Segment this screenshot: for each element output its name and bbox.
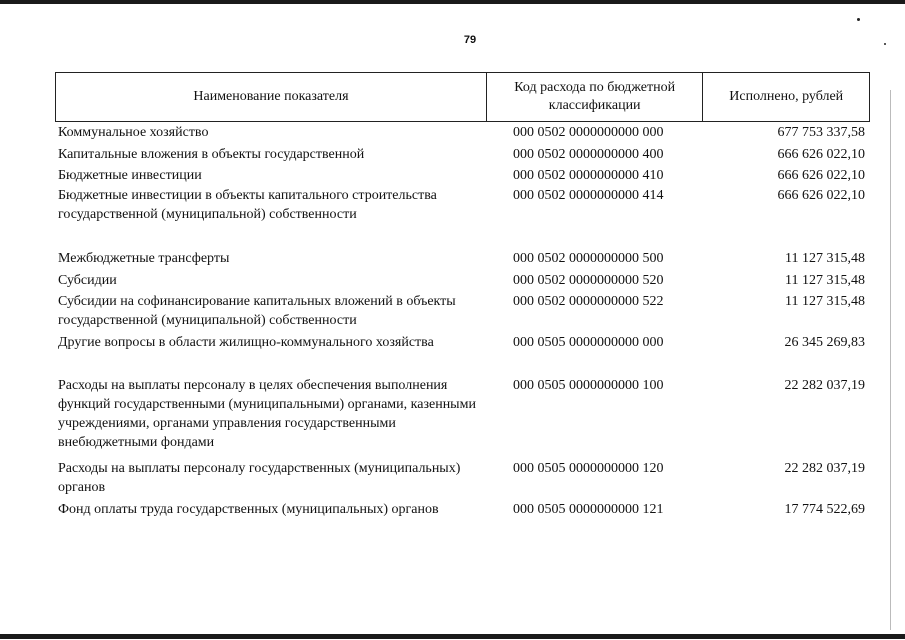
scan-speck [884, 43, 886, 45]
row-code: 000 0505 0000000000 121 [513, 502, 664, 517]
row-name: Субсидии на софинансирование капитальных вложений в объекты государственной (муниципальной) собственности [58, 294, 456, 328]
scan-border-right [890, 90, 891, 630]
table-header [55, 72, 870, 122]
header-code: Код расхода по бюджетной классификации [486, 73, 703, 121]
row-value: 22 282 037,19 [784, 378, 865, 393]
row-code: 000 0502 0000000000 410 [513, 168, 664, 183]
row-name: Бюджетные инвестиции [58, 168, 202, 183]
row-code: 000 0502 0000000000 500 [513, 251, 664, 266]
row-value: 17 774 522,69 [784, 502, 865, 517]
row-code: 000 0505 0000000000 000 [513, 335, 664, 350]
row-name: Фонд оплаты труда государственных (муниципальных) органов [58, 502, 439, 517]
row-name: Расходы на выплаты персоналу государственных (муниципальных) органов [58, 461, 461, 495]
scan-border-bottom [0, 634, 905, 639]
header-value: Исполнено, рублей [702, 73, 869, 121]
header-name: Наименование показателя [193, 89, 349, 104]
row-name: Межбюджетные трансферты [58, 251, 230, 266]
row-name: Расходы на выплаты персоналу в целях обеспечения выполнения функций государственными (муниципальными) органами, казенными учреждениями, органами управления государственными внебюджетными фондами [58, 378, 476, 450]
row-value: 677 753 337,58 [777, 125, 865, 140]
row-name: Субсидии [58, 273, 117, 288]
row-name: Коммунальное хозяйство [58, 125, 209, 140]
page-number: 79 [463, 34, 477, 46]
row-value: 666 626 022,10 [777, 147, 865, 162]
row-name: Бюджетные инвестиции в объекты капитального строительства государственной (муниципальной) собственности [58, 188, 437, 222]
scan-speck [857, 18, 860, 21]
row-name: Другие вопросы в области жилищно-коммунального хозяйства [58, 335, 434, 350]
row-code: 000 0505 0000000000 100 [513, 378, 664, 393]
row-code: 000 0505 0000000000 120 [513, 461, 664, 476]
row-value: 11 127 315,48 [785, 273, 865, 288]
row-value: 666 626 022,10 [777, 188, 865, 203]
row-value: 22 282 037,19 [784, 461, 865, 476]
row-value: 11 127 315,48 [785, 251, 865, 266]
row-code: 000 0502 0000000000 414 [513, 188, 664, 203]
row-value: 666 626 022,10 [777, 168, 865, 183]
row-value: 11 127 315,48 [785, 294, 865, 309]
row-code: 000 0502 0000000000 522 [513, 294, 664, 309]
row-code: 000 0502 0000000000 520 [513, 273, 664, 288]
row-code: 000 0502 0000000000 400 [513, 147, 664, 162]
row-value: 26 345 269,83 [784, 335, 865, 350]
row-code: 000 0502 0000000000 000 [513, 125, 664, 140]
scan-border-top [0, 0, 905, 4]
row-name: Капитальные вложения в объекты государственной [58, 147, 365, 162]
